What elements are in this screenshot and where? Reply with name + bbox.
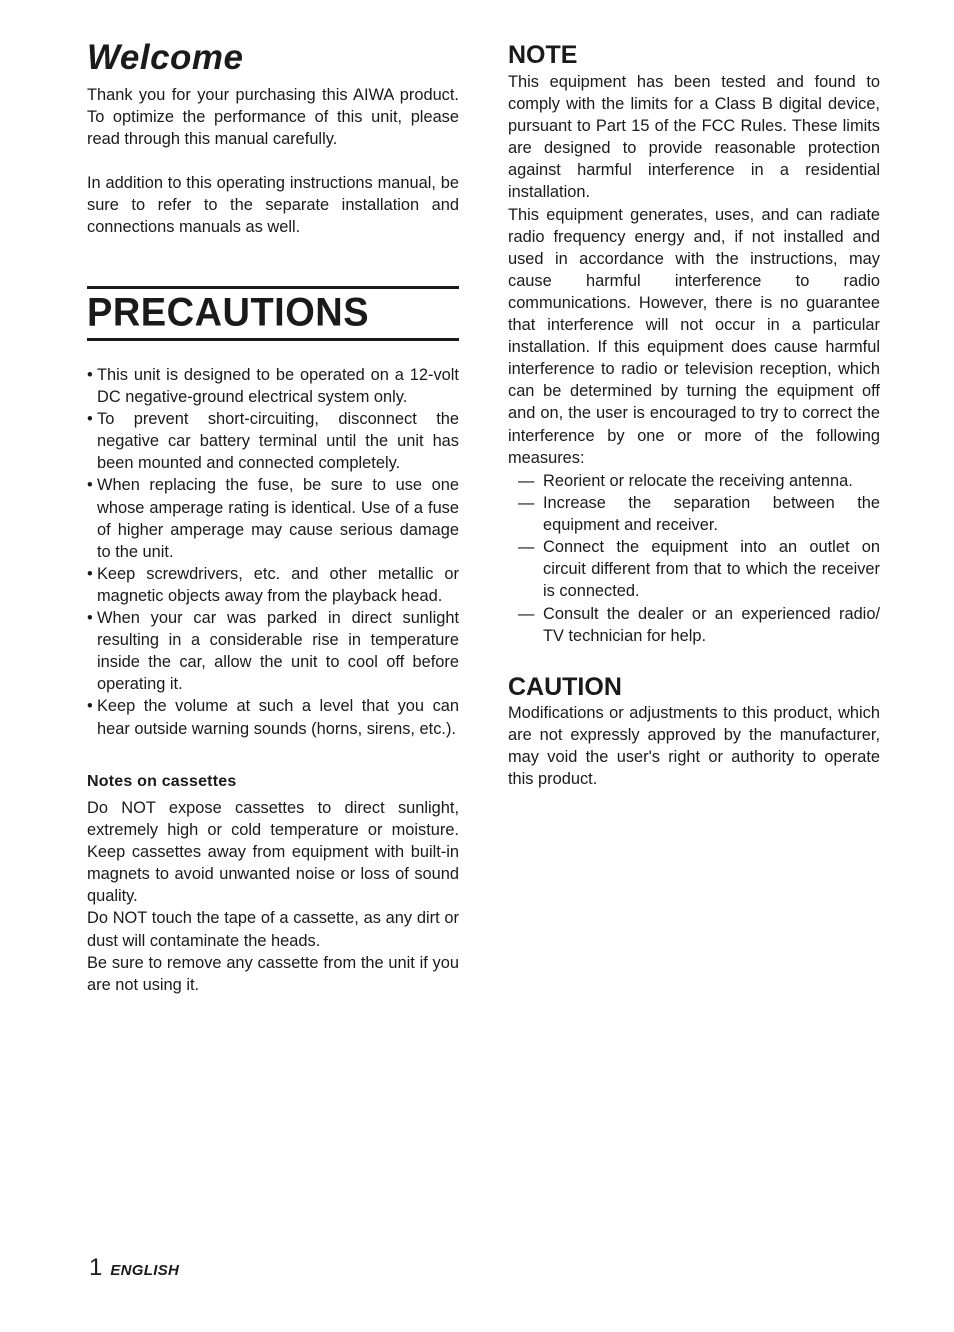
bullet-icon: • [87,609,93,628]
note-body [508,71,880,469]
welcome-title: Welcome [87,38,244,77]
list-item: • When your car was parked in direct sunlight resulting in a considerable rise in temperature inside the car, allow the unit to cool off before operating it. [87,609,459,694]
dash-icon: — [518,604,535,623]
caution-heading: CAUTION [508,673,622,701]
page-footer [89,1254,179,1282]
bullet-icon: • [87,697,93,716]
note-paragraph: This equipment generates, uses, and can radiate radio frequency energy and, if not installed and used in accordance with the instructions, may cause harmful interference to radio communications. However, there is no guarantee that interference will not occur in a particular installation. If this equipment does cause harmful interference to radio or television reception, which can be determined by turning the equipment off and on, the user is encouraged to try to correct the interference by one or more of the following measures: [508,205,880,467]
precautions-title: PRECAUTIONS [87,290,370,336]
precautions-top-rule [87,286,459,289]
bullet-icon: • [87,366,93,384]
list-item: • Keep screwdrivers, etc. and other metallic or magnetic objects away from the playback head. [87,564,459,605]
note-paragraph: This equipment has been tested and found to comply with the limits for a Class B digital device, pursuant to Part 15 of the FCC Rules. These limits are designed to provide reasonable protection against harmful interference in a residential installation. [508,73,880,202]
list-item: — Consult the dealer or an experienced radio/ TV technician for help. [518,604,880,645]
notes-on-cassettes-body [87,797,459,996]
bullet-icon: • [87,476,93,495]
list-item: • This unit is designed to be operated on a 12-volt DC negative-ground electrical system only. [87,366,459,407]
note-heading: NOTE [508,41,578,69]
language-label: ENGLISH [110,1262,180,1279]
bullet-icon: • [87,410,93,429]
welcome-paragraph-2: In addition to this operating instructions manual, be sure to refer to the separate installation and connections manuals as well. [87,174,459,237]
cassette-note: Be sure to remove any cassette from the unit if you are not using it. [87,953,459,994]
cassette-note: Do NOT expose cassettes to direct sunlight, extremely high or cold temperature or moisture. Keep cassettes away from equipment with built-in magnets to avoid unwanted noise or loss of sound quality. [87,799,459,906]
list-item: — Reorient or relocate the receiving antenna. [518,470,880,492]
bullet-icon: • [87,564,93,583]
caution-text: Modifications or adjustments to this product, which are not expressly approved by the manufacturer, may void the user's right or authority to operate this product. [508,704,880,789]
cassette-note: Do NOT touch the tape of a cassette, as any dirt or dust will contaminate the heads. [87,909,459,950]
list-item: • To prevent short-circuiting, disconnect the negative car battery terminal until the unit has been mounted and connected completely. [87,410,459,473]
notes-on-cassettes-heading: Notes on cassettes [87,773,237,790]
dash-icon: — [518,472,535,490]
measures-list [518,470,880,647]
welcome-paragraph-1: Thank you for your purchasing this AIWA product. To optimize the performance of this unit, please read through this manual carefully. [87,86,459,149]
precautions-list [87,364,459,740]
list-item: • Keep the volume at such a level that you can hear outside warning sounds (horns, sirens, etc.). [87,697,459,738]
precautions-bottom-rule [87,338,459,341]
list-item: • When replacing the fuse, be sure to use one whose amperage rating is identical. Use of a fuse of higher amperage may cause serious damage to the unit. [87,476,459,561]
page-number: 1 [89,1254,103,1281]
list-item: — Increase the separation between the equipment and receiver. [518,494,880,535]
dash-icon: — [518,494,535,513]
dash-icon: — [518,538,535,557]
list-item: — Connect the equipment into an outlet on circuit different from that to which the receiver is connected. [518,538,880,601]
